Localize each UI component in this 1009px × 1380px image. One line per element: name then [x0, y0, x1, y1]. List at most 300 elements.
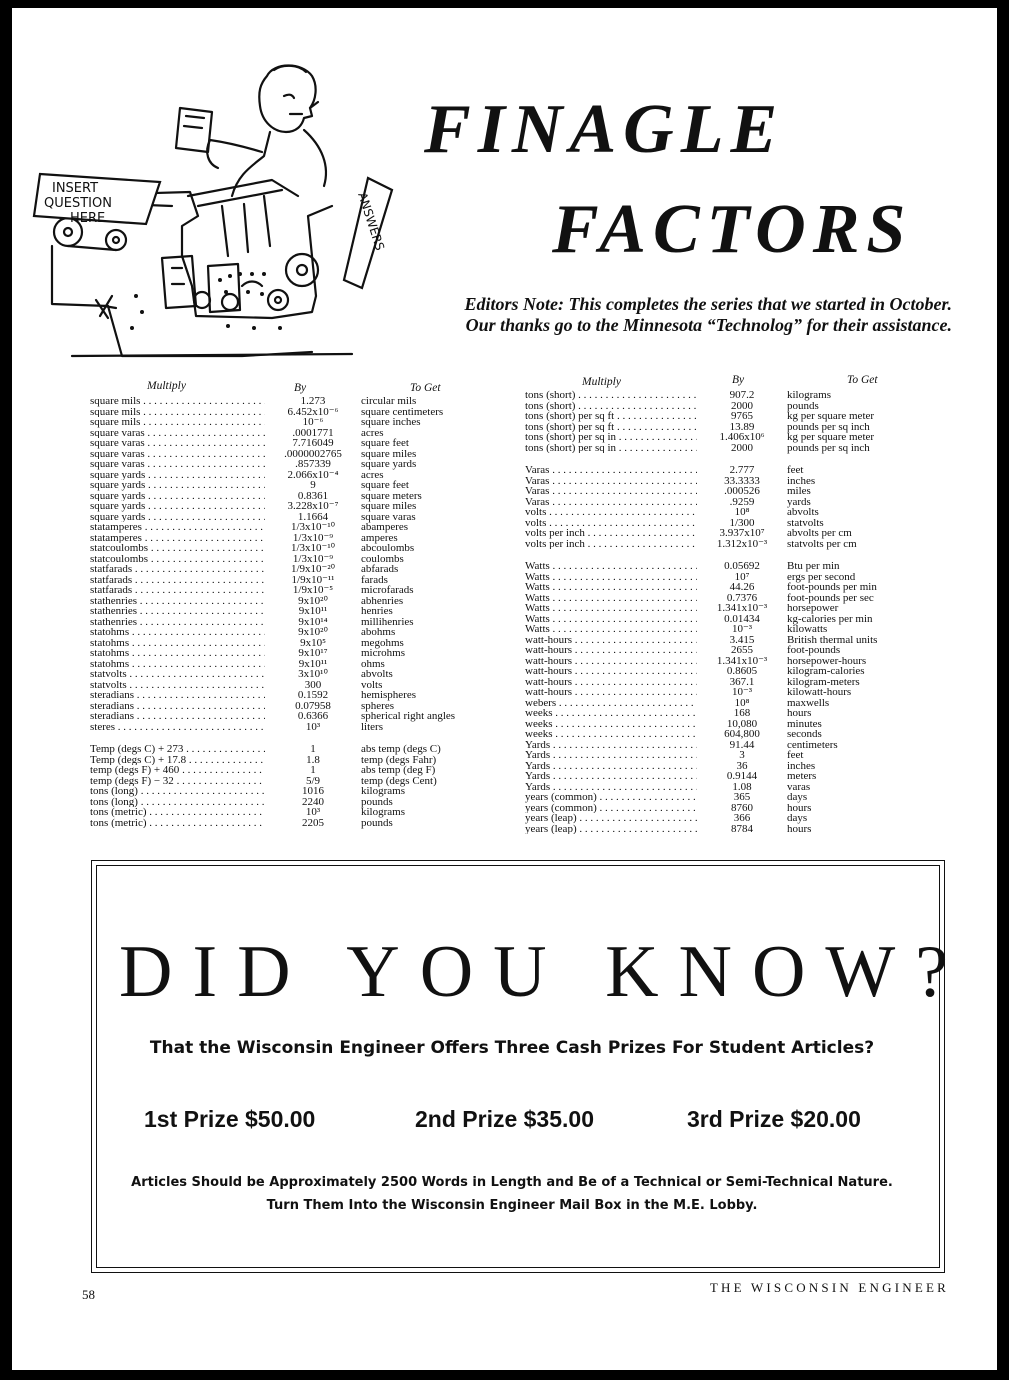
by-cell: 1.273	[300, 395, 326, 407]
to-get-cell: horsepower-hours	[787, 654, 867, 667]
to-get-cell: millihenries	[361, 615, 414, 628]
by-cell: 10⁸	[734, 506, 750, 518]
table-row	[525, 411, 922, 422]
multiply-cell: temp (degs F) + 460 . . .	[90, 765, 265, 776]
by-cell: 9x10¹¹	[298, 657, 328, 670]
multiply-cell: Varas . . .	[525, 486, 697, 497]
table-row	[90, 680, 501, 691]
by-cell: 2205	[302, 816, 324, 829]
magazine-page	[12, 8, 997, 1370]
table-row	[525, 561, 922, 572]
to-get-cell: square feet	[361, 479, 409, 491]
by-cell: 3x10¹⁰	[298, 668, 328, 680]
multiply-cell: square yards . . .	[90, 480, 265, 491]
multiply-cell: statamperes . . .	[90, 533, 265, 544]
table-row	[90, 585, 501, 596]
table-row	[90, 765, 501, 776]
table-row	[525, 677, 922, 688]
to-get-cell: square inches	[361, 416, 421, 428]
to-get-cell: kg per square meter	[787, 431, 875, 443]
by-cell: 1/9x10⁻¹¹	[291, 573, 335, 586]
by-cell: 10⁻⁶	[302, 416, 324, 428]
to-get-cell: maxwells	[787, 696, 830, 709]
sign-line-1: INSERT	[52, 181, 99, 196]
by-cell: 0.1592	[297, 689, 329, 701]
table-row	[90, 638, 501, 649]
multiply-cell: webers . . .	[525, 698, 697, 709]
by-cell: 366	[733, 812, 751, 824]
to-get-cell: abvolts per cm	[787, 527, 852, 539]
publication-title: THE WISCONSIN ENGINEER	[709, 1280, 949, 1295]
to-get-cell: square varas	[361, 510, 416, 523]
by-cell: 0.05692	[724, 560, 760, 572]
multiply-cell: square yards . . .	[90, 512, 265, 523]
table-row	[90, 755, 501, 766]
to-get-cell: pounds per sq inch	[787, 420, 870, 433]
multiply-cell: Watts . . .	[525, 593, 697, 604]
article-requirements: Articles Should be Approximately 2500 Words in Length and Be of a Technical or Semi-Technical Nature.	[131, 1175, 893, 1190]
multiply-cell: tons (short) per sq ft . . .	[525, 422, 697, 433]
to-get-cell: abohms	[361, 626, 396, 638]
table-row	[90, 396, 501, 407]
to-get-cell: amperes	[361, 531, 398, 544]
to-get-cell: foot-pounds per sec	[787, 591, 874, 604]
to-get-cell: Btu per min	[787, 560, 840, 572]
by-cell: 0.01434	[724, 612, 760, 625]
table-row	[90, 807, 501, 818]
table-row	[90, 501, 501, 512]
multiply-cell: statohms . . .	[90, 659, 265, 670]
multiply-cell: watt-hours . . .	[525, 635, 697, 646]
multiply-cell: volts . . .	[525, 507, 697, 518]
multiply-cell: watt-hours . . .	[525, 645, 697, 656]
by-cell: 2000	[731, 399, 753, 412]
table-row	[90, 522, 501, 533]
table-row	[90, 669, 501, 680]
by-cell: 3.415	[729, 633, 755, 646]
to-get-cell: pounds per sq inch	[787, 441, 870, 454]
to-get-cell: kilogram-meters	[787, 675, 860, 688]
table-row	[90, 786, 501, 797]
to-get-cell: kilograms	[787, 389, 831, 401]
multiply-cell: statohms . . .	[90, 627, 265, 638]
prizes-question: That the Wisconsin Engineer Offers Three Cash Prizes For Student Articles?	[149, 1038, 875, 1058]
to-get-cell: ohms	[361, 657, 385, 670]
title-line-1: FINAGLE	[424, 91, 785, 168]
right-header-to-get: To Get	[847, 374, 878, 386]
table-row	[525, 486, 922, 497]
table-row	[90, 459, 501, 470]
table-row	[525, 443, 922, 454]
to-get-cell: foot-pounds	[787, 644, 841, 656]
to-get-cell: acres	[361, 468, 384, 481]
to-get-cell: temp (degs Fahr)	[361, 753, 437, 766]
multiply-cell: weeks . . .	[525, 729, 697, 740]
by-cell: 3.937x10⁷	[719, 527, 765, 539]
to-get-cell: pounds	[787, 399, 819, 412]
to-get-cell: pounds	[361, 795, 393, 808]
multiply-cell: watt-hours . . .	[525, 677, 697, 688]
by-cell: 13.89	[729, 420, 755, 433]
by-cell: 9x10²⁰	[298, 594, 328, 607]
multiply-cell: stathenries . . .	[90, 617, 265, 628]
to-get-cell: days	[787, 812, 808, 824]
by-cell: 9x10¹¹	[298, 605, 328, 617]
by-cell: 0.8605	[726, 665, 758, 677]
table-row	[525, 603, 922, 614]
by-cell: 9x10¹⁷	[298, 647, 328, 659]
table-row	[525, 750, 922, 761]
multiply-cell: stathenries . . .	[90, 606, 265, 617]
to-get-cell: square feet	[361, 437, 409, 449]
by-cell: 10³	[305, 806, 321, 818]
table-row	[525, 824, 922, 835]
left-conversion-table	[90, 396, 501, 828]
to-get-cell: kilowatts	[787, 623, 828, 635]
to-get-cell: hours	[787, 822, 812, 835]
by-cell: 1/3x10⁻¹⁰	[290, 542, 336, 554]
table-row	[525, 507, 922, 518]
to-get-cell: square meters	[361, 489, 422, 502]
multiply-cell: years (leap) . . .	[525, 824, 697, 835]
by-cell: .857339	[295, 458, 331, 470]
second-prize: 2nd Prize $35.00	[415, 1106, 594, 1132]
table-row	[525, 666, 922, 677]
multiply-cell: Varas . . .	[525, 465, 697, 476]
by-cell: 1	[310, 743, 316, 755]
multiply-cell: years (leap) . . .	[525, 813, 697, 824]
table-row	[90, 470, 501, 481]
by-cell: 6.452x10⁻⁶	[287, 405, 339, 418]
to-get-cell: pounds	[361, 816, 393, 829]
by-cell: 1.1664	[297, 510, 329, 523]
by-cell: 1.312x10⁻³	[716, 537, 768, 550]
table-row	[525, 782, 922, 793]
table-row	[525, 539, 922, 550]
by-cell: 8784	[731, 822, 753, 835]
table-row	[525, 813, 922, 824]
to-get-cell: statvolts per cm	[787, 537, 857, 550]
insert-question-sign	[34, 174, 160, 226]
to-get-cell: square miles	[361, 447, 417, 460]
multiply-cell: tons (short) per sq in . . .	[525, 443, 697, 454]
by-cell: 2000	[731, 441, 753, 454]
did-you-know-box	[91, 860, 969, 1273]
multiply-cell: Watts . . .	[525, 624, 697, 635]
by-cell: 10⁻³	[731, 623, 753, 635]
multiply-cell: Watts . . .	[525, 603, 697, 614]
to-get-cell: seconds	[787, 728, 822, 740]
by-cell: 10⁻³	[731, 686, 753, 698]
right-header-multiply: Multiply	[582, 376, 621, 388]
by-cell: 10,080	[726, 717, 758, 730]
table-row	[525, 645, 922, 656]
by-cell: 9x10¹⁴	[298, 615, 328, 628]
multiply-cell: volts . . .	[525, 518, 697, 529]
multiply-cell: statcoulombs . . .	[90, 554, 265, 565]
table-row	[525, 803, 922, 814]
by-cell: 3	[739, 749, 745, 761]
table-row	[90, 407, 501, 418]
multiply-cell: square yards . . .	[90, 470, 265, 481]
multiply-cell: watt-hours . . .	[525, 687, 697, 698]
to-get-cell: abhenries	[361, 594, 404, 607]
by-cell: 1016	[302, 785, 324, 797]
by-cell: 1/3x10⁻¹⁰	[290, 521, 336, 533]
by-cell: 0.8361	[297, 489, 329, 502]
sign-line-3: HERE	[70, 211, 106, 226]
by-cell: 1/3x10⁻⁹	[292, 531, 334, 544]
editors-note-line-1: Editors Note: This completes the series that we started in October.	[464, 294, 952, 314]
answers-label: ANSWERS	[355, 190, 388, 253]
table-row	[525, 432, 922, 443]
right-conversion-table	[525, 390, 922, 834]
multiply-cell: statfarads . . .	[90, 575, 265, 586]
table-row	[525, 528, 922, 539]
multiply-cell: square yards . . .	[90, 491, 265, 502]
multiply-cell: statcoulombs . . .	[90, 543, 265, 554]
to-get-cell: inches	[787, 759, 816, 772]
to-get-cell: kg per square meter	[787, 410, 875, 422]
to-get-cell: meters	[787, 770, 817, 782]
to-get-cell: liters	[361, 720, 383, 733]
to-get-cell: kilograms	[361, 806, 405, 818]
multiply-cell: tons (short) per sq in . . .	[525, 432, 697, 443]
multiply-cell: years (common) . . .	[525, 803, 697, 814]
by-cell: 1.8	[306, 753, 320, 766]
to-get-cell: square miles	[361, 500, 417, 512]
to-get-cell: microfarads	[361, 584, 414, 596]
by-cell: 44.26	[729, 581, 755, 593]
table-row	[90, 438, 501, 449]
multiply-cell: statvolts . . .	[90, 669, 265, 680]
to-get-cell: kg-calories per min	[787, 612, 873, 625]
to-get-cell: square centimeters	[361, 405, 444, 418]
multiply-cell: Temp (degs C) + 17.8 . . .	[90, 755, 265, 766]
to-get-cell: hemispheres	[361, 689, 416, 701]
multiply-cell: Varas . . .	[525, 497, 697, 508]
to-get-cell: abs temp (degs C)	[361, 743, 441, 755]
editors-note-line-2: Our thanks go to the Minnesota “Technolog” for their assistance.	[465, 315, 952, 335]
table-row	[525, 582, 922, 593]
multiply-cell: Yards . . .	[525, 771, 697, 782]
to-get-cell: miles	[787, 485, 811, 497]
to-get-cell: microhms	[361, 647, 405, 659]
multiply-cell: tons (metric) . . .	[90, 807, 265, 818]
multiply-cell: tons (long) . . .	[90, 797, 265, 808]
to-get-cell: coulombs	[361, 552, 404, 565]
by-cell: 300	[304, 678, 322, 691]
to-get-cell: foot-pounds per min	[787, 581, 877, 593]
to-get-cell: henries	[361, 605, 393, 617]
multiply-cell: tons (metric) . . .	[90, 818, 265, 829]
multiply-cell: weeks . . .	[525, 719, 697, 730]
left-header-by: By	[294, 382, 307, 394]
to-get-cell: kilograms	[361, 785, 405, 797]
multiply-cell: square mils . . .	[90, 417, 265, 428]
to-get-cell: centimeters	[787, 738, 838, 751]
multiply-cell: steradians . . .	[90, 701, 265, 712]
to-get-cell: feet	[787, 749, 804, 761]
multiply-cell: statvolts . . .	[90, 680, 265, 691]
by-cell: 1.341x10⁻³	[716, 654, 768, 667]
table-row	[90, 818, 501, 829]
table-row	[525, 390, 922, 401]
table-row	[90, 648, 501, 659]
to-get-cell: temp (degs Cent)	[361, 774, 437, 787]
multiply-cell: Yards . . .	[525, 761, 697, 772]
by-cell: .0000002765	[284, 447, 342, 460]
table-row	[90, 776, 501, 787]
table-row	[525, 792, 922, 803]
by-cell: 0.9144	[726, 770, 758, 782]
by-cell: 1/300	[729, 516, 755, 529]
to-get-cell: spheres	[361, 699, 394, 712]
cartoon-illustration	[12, 56, 432, 376]
table-row	[90, 417, 501, 428]
by-cell: 2240	[302, 795, 324, 808]
to-get-cell: varas	[787, 780, 811, 793]
multiply-cell: Yards . . .	[525, 740, 697, 751]
table-row	[90, 797, 501, 808]
did-you-know-inner-border	[96, 865, 969, 1268]
to-get-cell: feet	[787, 464, 804, 476]
by-cell: 10³	[305, 720, 321, 733]
left-header-to-get: To Get	[410, 382, 441, 394]
to-get-cell: hours	[787, 801, 812, 814]
table-row	[90, 617, 501, 628]
multiply-cell: square mils . . .	[90, 396, 265, 407]
by-cell: 0.6366	[297, 710, 329, 722]
to-get-cell: farads	[361, 573, 388, 586]
to-get-cell: statvolts	[787, 516, 824, 529]
by-cell: .000526	[724, 485, 760, 497]
to-get-cell: volts	[361, 678, 383, 691]
to-get-cell: yards	[787, 495, 811, 508]
to-get-cell: abs temp (deg F)	[361, 764, 436, 776]
table-row	[525, 729, 922, 740]
by-cell: 1.341x10⁻³	[716, 602, 768, 614]
multiply-cell: Yards . . .	[525, 782, 697, 793]
multiply-cell: volts per inch . . .	[525, 528, 697, 539]
to-get-cell: minutes	[787, 717, 822, 730]
to-get-cell: abamperes	[361, 521, 409, 533]
by-cell: 10⁸	[734, 696, 750, 709]
by-cell: 10⁷	[734, 570, 750, 583]
multiply-cell: Watts . . .	[525, 561, 697, 572]
by-cell: .0001771	[292, 426, 334, 439]
to-get-cell: horsepower	[787, 602, 839, 614]
page-number: 58	[82, 1287, 95, 1302]
to-get-cell: circular mils	[361, 395, 417, 407]
by-cell: 9x10²⁰	[298, 626, 328, 638]
multiply-cell: tons (short) . . .	[525, 390, 697, 401]
to-get-cell: abvolts	[361, 668, 393, 680]
table-row	[90, 543, 501, 554]
multiply-cell: years (common) . . .	[525, 792, 697, 803]
by-cell: 2.066x10⁻⁴	[287, 468, 339, 481]
third-prize: 3rd Prize $20.00	[687, 1106, 861, 1132]
multiply-cell: tons (short) per sq ft . . .	[525, 411, 697, 422]
by-cell: 9x10⁵	[300, 636, 326, 649]
multiply-cell: square varas . . .	[90, 449, 265, 460]
by-cell: 365	[733, 791, 751, 803]
table-row	[90, 744, 501, 755]
to-get-cell: abfarads	[361, 563, 399, 575]
by-cell: 1/3x10⁻⁹	[292, 552, 334, 565]
to-get-cell: kilowatt-hours	[787, 686, 852, 698]
submission-instructions: Turn Them Into the Wisconsin Engineer Mail Box in the M.E. Lobby.	[266, 1198, 758, 1213]
multiply-cell: steradians . . .	[90, 711, 265, 722]
table-row	[525, 708, 922, 719]
by-cell: .9259	[729, 495, 755, 508]
by-cell: 3.228x10⁻⁷	[287, 500, 339, 512]
sign-line-2: QUESTION	[44, 196, 112, 211]
table-row	[525, 761, 922, 772]
to-get-cell: square yards	[361, 458, 417, 470]
table-row	[90, 690, 501, 701]
by-cell: 907.2	[729, 389, 755, 401]
to-get-cell: inches	[787, 474, 816, 487]
to-get-cell: abcoulombs	[361, 542, 415, 554]
by-cell: 604,800	[724, 728, 760, 740]
multiply-cell: statohms . . .	[90, 638, 265, 649]
to-get-cell: British thermal units	[787, 633, 878, 646]
table-row	[525, 698, 922, 709]
by-cell: 8760	[731, 801, 753, 814]
by-cell: 1.08	[732, 780, 752, 793]
by-cell: 1	[310, 764, 316, 776]
by-cell: 1.406x10⁶	[719, 431, 765, 443]
by-cell: 9765	[731, 410, 753, 422]
table-row	[525, 635, 922, 646]
did-you-know-headline: DID YOU KNOW?	[119, 931, 969, 1013]
by-cell: 91.44	[729, 738, 755, 751]
table-row	[525, 624, 922, 635]
multiply-cell: square varas . . .	[90, 428, 265, 439]
right-header-by: By	[732, 374, 745, 386]
to-get-cell: spherical right angles	[361, 710, 456, 722]
table-row	[525, 771, 922, 782]
by-cell: 33.3333	[724, 474, 760, 487]
multiply-cell: tons (short) . . .	[525, 401, 697, 412]
multiply-cell: weeks . . .	[525, 708, 697, 719]
multiply-cell: Watts . . .	[525, 582, 697, 593]
multiply-cell: watt-hours . . .	[525, 666, 697, 677]
title-line-2: FACTORS	[552, 191, 913, 268]
table-row	[90, 564, 501, 575]
by-cell: 367.1	[729, 675, 755, 688]
table-row	[90, 722, 501, 733]
multiply-cell: tons (long) . . .	[90, 786, 265, 797]
multiply-cell: Temp (degs C) + 273 . . .	[90, 744, 265, 755]
multiply-cell: temp (degs F) − 32 . . .	[90, 776, 265, 787]
table-row	[525, 687, 922, 698]
by-cell: 0.7376	[726, 591, 758, 604]
by-cell: 0.07958	[295, 699, 331, 712]
multiply-cell: statfarads . . .	[90, 564, 265, 575]
multiply-cell: steradians . . .	[90, 690, 265, 701]
table-row	[525, 614, 922, 625]
table-row	[525, 465, 922, 476]
multiply-cell: square yards . . .	[90, 501, 265, 512]
table-row	[525, 497, 922, 508]
multiply-cell: Yards . . .	[525, 750, 697, 761]
multiply-cell: watt-hours . . .	[525, 656, 697, 667]
to-get-cell: megohms	[361, 636, 404, 649]
by-cell: 7.716049	[292, 437, 334, 449]
table-row	[90, 480, 501, 491]
